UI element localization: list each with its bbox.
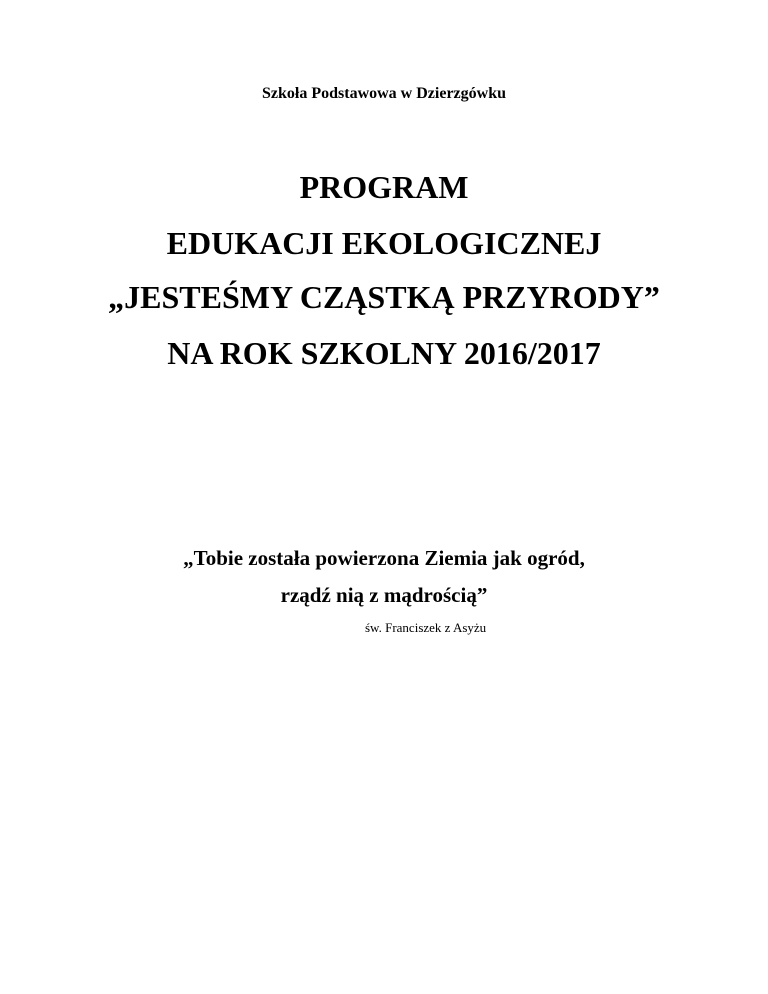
school-name: Szkoła Podstawowa w Dzierzgówku (262, 85, 506, 102)
title-line-motto-name: „JESTEŚMY CZĄSTKĄ PRZYRODY” (108, 279, 660, 315)
title-line-school-year: NA ROK SZKOLNY 2016/2017 (167, 335, 601, 371)
title-line-subject: EDUKACJI EKOLOGICZNEJ (166, 225, 602, 261)
motto-line-1: „Tobie została powierzona Ziemia jak ogród, (183, 546, 585, 570)
motto-author: św. Franciszek z Asyżu (365, 620, 487, 635)
title-line-program: PROGRAM (299, 169, 469, 205)
motto-line-2: rządź nią z mądrością” (280, 583, 488, 607)
